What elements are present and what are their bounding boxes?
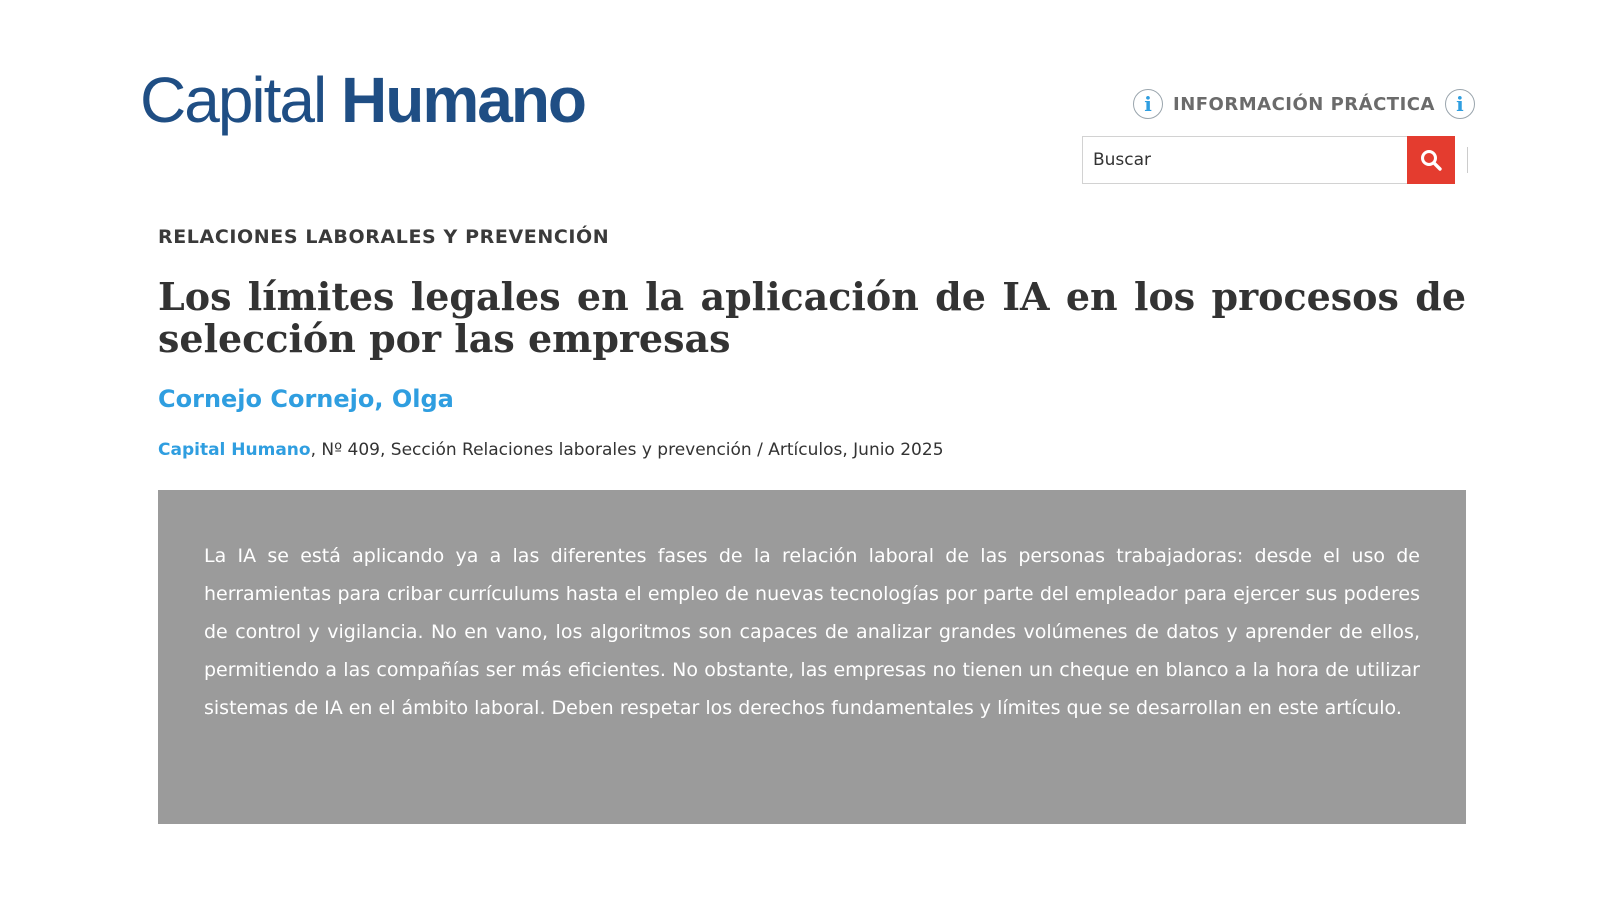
article-section-label: RELACIONES LABORALES Y PREVENCIÓN bbox=[158, 226, 610, 248]
info-icon: i bbox=[1445, 89, 1475, 119]
abstract-text: La IA se está aplicando ya a las diferentes fases de la relación laboral de las personas trabajadoras: desde el uso de herramientas para cribar currículums hasta el empleo de nuevas tecnologías por parte del empleador para ejercer sus poderes de control y vigilancia. No en vano, los algoritmos son capaces de analizar grandes volúmenes de datos y aprender de ellos, permitiendo a las compañías ser más eficientes. No obstante, las empresas no tienen un cheque en blanco a la hora de utilizar sistemas de IA en el ámbito laboral. Deben respetar los derechos fundamentales y límites que se desarrollan en este artículo. bbox=[204, 545, 1420, 719]
header-divider bbox=[1467, 147, 1468, 173]
informacion-practica-link[interactable] bbox=[1133, 87, 1475, 121]
search-input[interactable] bbox=[1082, 136, 1407, 184]
logo-word-humano: Humano bbox=[341, 64, 585, 136]
article-title: Los límites legales en la aplicación de IA en los procesos de selección por las empresas bbox=[158, 274, 1466, 361]
info-icon: i bbox=[1133, 89, 1163, 119]
article-citation bbox=[158, 440, 944, 460]
logo-word-capital: Capital bbox=[140, 64, 326, 136]
informacion-practica-label: INFORMACIÓN PRÁCTICA bbox=[1173, 93, 1435, 115]
search-button[interactable] bbox=[1407, 136, 1455, 184]
capital-humano-logo[interactable] bbox=[140, 62, 585, 138]
search-form bbox=[1082, 136, 1455, 184]
citation-details: , Nº 409, Sección Relaciones laborales y prevención / Artículos, Junio 2025 bbox=[310, 440, 944, 460]
search-icon bbox=[1419, 148, 1443, 172]
article-author-link[interactable]: Cornejo Cornejo, Olga bbox=[158, 385, 454, 413]
abstract-box bbox=[158, 490, 1466, 824]
publication-link[interactable]: Capital Humano bbox=[158, 440, 311, 460]
